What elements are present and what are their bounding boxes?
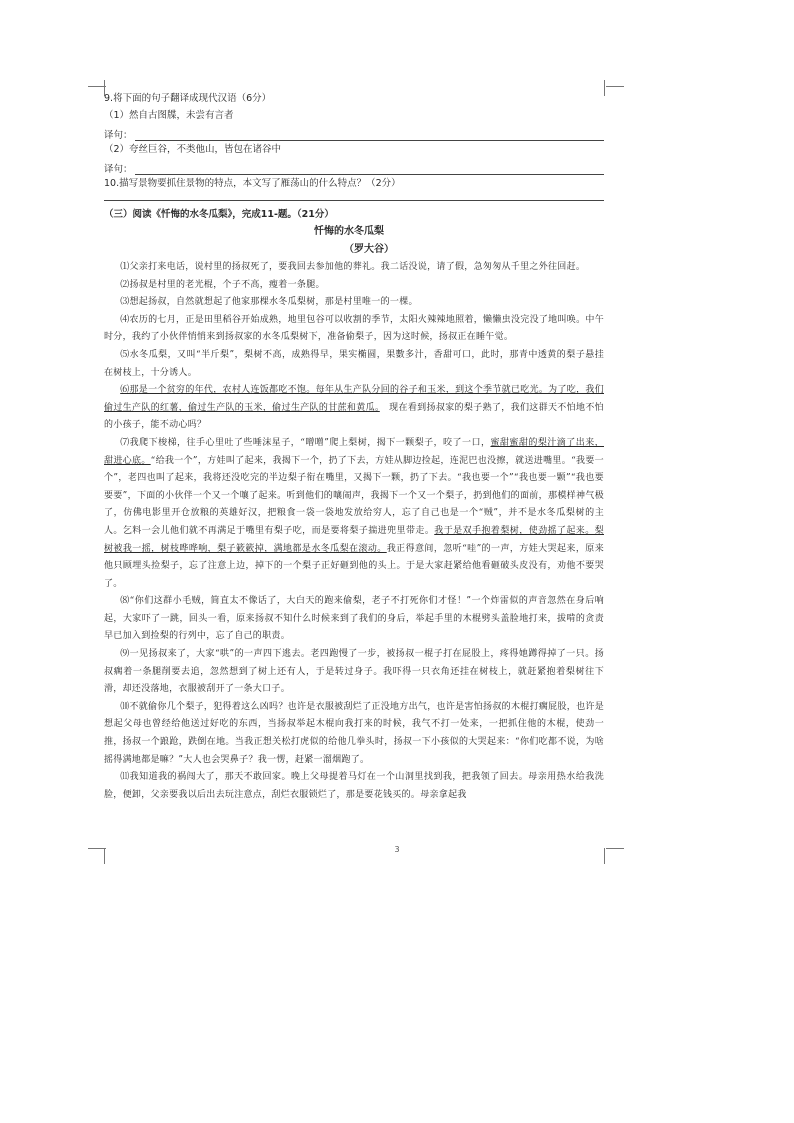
paragraph-7-part-c: 我正得意间，忽听“哇”的一声，方娃大哭起来，原来他只顾埋头捡梨子，忘了注意上边，掉下的一个梨子正好砸到他的头上。于是大家赶紧给他看砸破头皮没有，劝他不要哭了。 (104, 543, 604, 589)
underlined-sentence: 蜜甜蜜甜的梨汁滴了出来，甜进心底。 (104, 437, 604, 466)
answer-label: 译句： (104, 130, 133, 141)
paragraph-4: ⑷农历的七月，正是田里稻谷开始成熟，地里包谷可以收割的季节，太阳火辣辣地照着，懒懒虫没完没了地叫唤。中午时分，我约了小伙伴悄悄来到扬叔家的水冬瓜梨树下，准备偷梨子，因为这时候，扬叔正在睡午觉。 (104, 314, 604, 343)
answer-label: 译句： (104, 164, 133, 175)
paragraph-3: ⑶想起扬叔，自然就想起了他家那棵水冬瓜梨树，那是村里唯一的一棵。 (120, 297, 418, 308)
paragraph-7-part-a: ⑺我爬下梭梯，往手心里吐了些唾沫星子，“噌噌”爬上梨树，揭下一颗梨子，咬了一口， (120, 437, 491, 448)
crop-mark-top-right-v (604, 80, 605, 96)
question-9-answer-1[interactable] (104, 124, 604, 141)
question-9-part-1: （1）然自古图牒，未尝有言者 (104, 110, 234, 121)
question-10-answer-line[interactable] (104, 192, 604, 201)
page-number: 3 (394, 845, 400, 854)
paragraph-5: ⑸水冬瓜梨，又叫“半斤梨”，梨树不高，成熟得早，果实椭圆，果數多汁，香甜可口，此时，那青中透黄的梨子悬挂在树枝上，十分诱人。 (104, 349, 604, 378)
paragraph-2: ⑵扬叔是村里的老光棍，个子不高，瘦着一条腿。 (120, 279, 325, 290)
passage-author: （罗大谷） (344, 244, 394, 255)
paragraph-11: ⑾我知道我的祸闯大了，那天不敢回家。晚上父母提着马灯在一个山洞里找到我，把我领了回去。母亲用热水给我洗脸，便卸，父亲要我以后出去玩注意点，刮烂衣服锁烂了，那是要花钱买的。母亲拿起我 (104, 772, 604, 800)
passage-title: 忏悔的水冬瓜梨 (314, 226, 384, 237)
answer-line (135, 128, 604, 141)
question-9-answer-2[interactable] (104, 158, 604, 175)
paragraph-10: ⑽不就偷你几个梨子，犯得着这么凶吗？也许是衣服被刮烂了正没地方出气，也许是害怕扬叔的木棍打瘸屁股，也许是想起父母也曾经给他送过好吃的东西，当扬叔举起木棍向我打来的时候，我气不打一处来，一把抓住他的木棍，使劲一推，扬叔一个踉跄，跌倒在地。当我正想关松打虎似的给他几拳头时，扬叔一下小孩似的大哭起来：“你们吃都不说，为啥摇得满地都是嘛？”大人也会哭鼻子？我一愣，赶紧一溜烟跑了。 (104, 701, 604, 765)
paragraph-9: ⑼一见扬叔来了，大家“哄”的一声四下逃去。老四跑慢了一步，被扬叔一棍子打在屁股上，疼得她蹲得掉了一只。扬叔瘸着一条腿削要去追，忽然想到了树上还有人，于是转过身子。我吓得一只衣角还挂在树枝上，就赶紧抱着梨树往下滑，却还没落地，衣服被刮开了一条大口子。 (104, 649, 604, 695)
question-9-title: 9.将下面的句子翻译成现代汉语（6分） (104, 93, 272, 104)
paragraph-8: ⑻“你们这群小毛贼，简直太不像话了，大白天的跑来偷梨，老子不打死你们才怪！”一个炸雷似的声音忽然在身后响起，大家吓了一跳，回头一看，原来扬叔不知什么时候来到了我们的身后，举起手里的木棍劈头盖脸地打来，拔啃的贪责早已加入到捡梨的行列中，忘了自己的职责。 (104, 596, 604, 642)
paragraph-7 (104, 435, 604, 593)
section-heading: （三）阅读《忏悔的水冬瓜梨》，完成11-题。（21分） (104, 209, 334, 220)
question-9-part-2: （2）夸丝巨谷，不类他山，皆包在诸谷中 (104, 144, 282, 155)
underlined-sentence: 我于是双手抱着梨树，使劲摇了起来。梨树被我一摇，树枝哗哗响，梨子簌簌掉，满地都是水冬瓜梨在滚动。 (104, 525, 604, 554)
question-10-title: 10.描写景物要抓住景物的特点，本文写了雁荡山的什么特点？（2分） (104, 178, 401, 189)
crop-mark-top-right (606, 86, 624, 101)
answer-line (135, 162, 604, 175)
exam-page (104, 90, 604, 804)
paragraph-7-part-b: “给我一个”，方娃叫了起来，我揭下一个，扔了下去，方娃从脚边捡起，连泥巴也没擦，就送进嘴里。“我要一个”，老四也叫了起来，我将还没吃完的半边梨子衔在嘴里，又揭下一颗，扔了下去。“我也要一个”“我也要一颗”“我也要要要”，下面的小伙伴一个又一个嚷了起来。听到他们的嚷闹声，我揭下一个又一个梨子，扔到他们的面前，那模样神气极了，仿佛电影里开仓放粮的英雄好汉，把粮食一袋一袋地发放给穷人，忘了自己也是一个“贼”，并不是水冬瓜梨树的主人。乞料一会儿他们就不再满足于嘴里有梨子吃，而是要将梨子揣进兜里带走。 (104, 455, 604, 536)
underlined-sentence: ⑹那是一个贫穷的年代，农村人连饭都吃不饱。每年从生产队分回的谷子和玉米，到这个季节就已吃光。为了吃，我们偷过生产队的红薯，偷过生产队的玉米，偷过生产队的甘蔗和黄瓜。 (104, 385, 604, 413)
paragraph-1: ⑴父亲打来电话，说村里的扬叔死了，要我回去参加他的葬礼。我二话没说，请了假，急匆匆从千里之外往回赶。 (120, 262, 586, 272)
paragraph-6-rest: 现在看到扬叔家的梨子熟了，我们这群天不怕地不怕的小孩子，能不动心吗？ (104, 402, 604, 431)
paragraph-6 (104, 382, 604, 435)
